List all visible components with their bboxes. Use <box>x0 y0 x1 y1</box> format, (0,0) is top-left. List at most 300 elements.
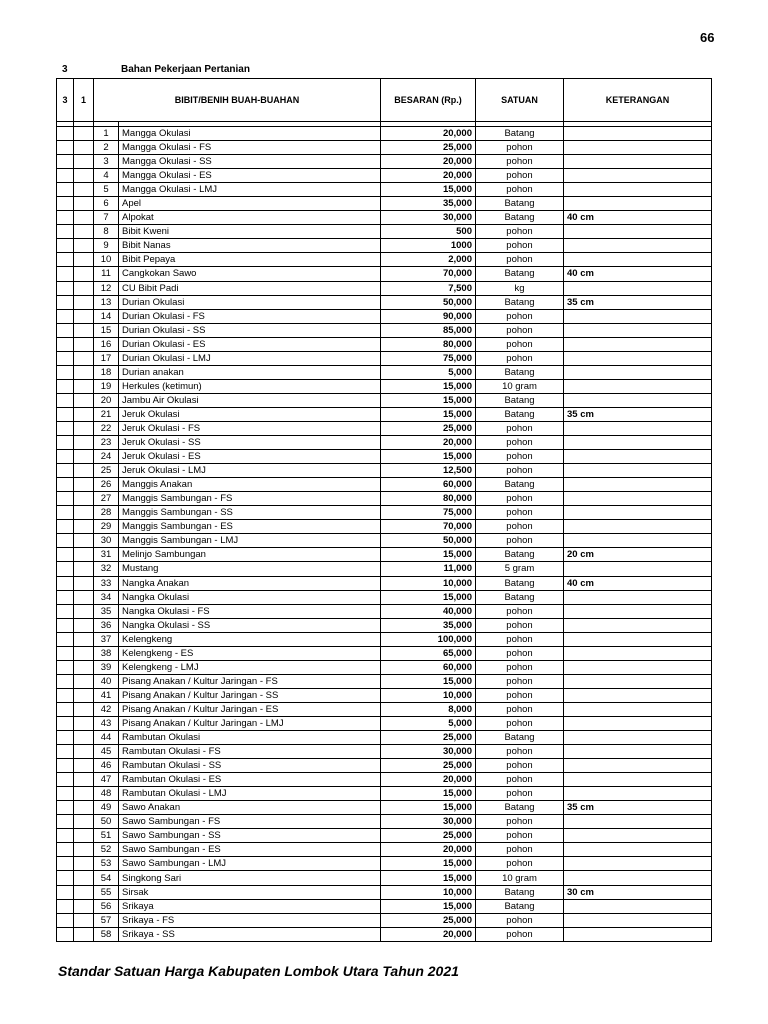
cell-blank-1 <box>57 871 74 885</box>
cell-blank-2 <box>74 379 94 393</box>
item-name: Sawo Sambungan - SS <box>119 829 381 843</box>
cell-blank-2 <box>74 337 94 351</box>
item-note <box>564 590 712 604</box>
cell-blank-2 <box>74 492 94 506</box>
item-unit: pohon <box>476 815 564 829</box>
item-unit: pohon <box>476 155 564 169</box>
table-row <box>57 323 712 337</box>
table-row <box>57 632 712 646</box>
row-number: 19 <box>94 379 119 393</box>
item-note: 30 cm <box>564 885 712 899</box>
row-number: 34 <box>94 590 119 604</box>
item-unit: Batang <box>476 365 564 379</box>
item-note <box>564 632 712 646</box>
item-name: Jeruk Okulasi - FS <box>119 421 381 435</box>
item-price: 25,000 <box>381 759 476 773</box>
item-note: 40 cm <box>564 576 712 590</box>
cell-blank-2 <box>74 295 94 309</box>
cell-blank-2 <box>74 829 94 843</box>
table-row <box>57 660 712 674</box>
cell-blank-2 <box>74 197 94 211</box>
cell-blank-2 <box>74 801 94 815</box>
item-unit: pohon <box>476 520 564 534</box>
item-price: 30,000 <box>381 815 476 829</box>
row-number: 33 <box>94 576 119 590</box>
row-number: 29 <box>94 520 119 534</box>
item-note <box>564 618 712 632</box>
item-name: CU Bibit Padi <box>119 281 381 295</box>
cell-blank-1 <box>57 239 74 253</box>
item-price: 25,000 <box>381 421 476 435</box>
cell-blank-2 <box>74 169 94 183</box>
table-row <box>57 674 712 688</box>
item-note <box>564 436 712 450</box>
row-number: 15 <box>94 323 119 337</box>
item-unit: pohon <box>476 337 564 351</box>
cell-blank-2 <box>74 871 94 885</box>
item-note <box>564 534 712 548</box>
cell-blank-2 <box>74 211 94 225</box>
item-price: 2,000 <box>381 253 476 267</box>
item-unit: pohon <box>476 759 564 773</box>
cell-blank-1 <box>57 534 74 548</box>
cell-blank-1 <box>57 618 74 632</box>
cell-blank-1 <box>57 183 74 197</box>
footer-title: Standar Satuan Harga Kabupaten Lombok Utara Tahun 2021 <box>58 963 459 979</box>
row-number: 37 <box>94 632 119 646</box>
item-name: Jambu Air Okulasi <box>119 393 381 407</box>
row-number: 44 <box>94 731 119 745</box>
row-number: 57 <box>94 913 119 927</box>
item-price: 75,000 <box>381 506 476 520</box>
item-price: 25,000 <box>381 141 476 155</box>
cell-blank-1 <box>57 281 74 295</box>
cell-blank-1 <box>57 716 74 730</box>
cell-blank-2 <box>74 927 94 941</box>
row-number: 50 <box>94 815 119 829</box>
item-note <box>564 323 712 337</box>
table-row <box>57 183 712 197</box>
cell-blank-1 <box>57 141 74 155</box>
item-price: 20,000 <box>381 436 476 450</box>
item-unit: pohon <box>476 464 564 478</box>
cell-blank-2 <box>74 464 94 478</box>
item-unit: Batang <box>476 267 564 281</box>
cell-blank-2 <box>74 646 94 660</box>
item-name: Bibit Kweni <box>119 225 381 239</box>
item-note <box>564 702 712 716</box>
item-unit: Batang <box>476 548 564 562</box>
item-name: Mangga Okulasi - LMJ <box>119 183 381 197</box>
cell-blank-1 <box>57 632 74 646</box>
table-row <box>57 576 712 590</box>
row-number: 54 <box>94 871 119 885</box>
item-note <box>564 281 712 295</box>
item-name: Srikaya - FS <box>119 913 381 927</box>
row-number: 38 <box>94 646 119 660</box>
item-name: Manggis Anakan <box>119 478 381 492</box>
item-price: 1000 <box>381 239 476 253</box>
item-price: 15,000 <box>381 183 476 197</box>
row-number: 20 <box>94 393 119 407</box>
item-name: Mangga Okulasi <box>119 127 381 141</box>
table-row <box>57 267 712 281</box>
table-row <box>57 253 712 267</box>
item-note: 20 cm <box>564 548 712 562</box>
cell-blank-1 <box>57 548 74 562</box>
table-row <box>57 365 712 379</box>
item-note <box>564 141 712 155</box>
item-price: 15,000 <box>381 407 476 421</box>
item-price: 15,000 <box>381 871 476 885</box>
item-unit: Batang <box>476 590 564 604</box>
cell-blank-2 <box>74 759 94 773</box>
item-note <box>564 464 712 478</box>
item-note <box>564 365 712 379</box>
item-note <box>564 421 712 435</box>
row-number: 39 <box>94 660 119 674</box>
item-unit: Batang <box>476 197 564 211</box>
item-price: 8,000 <box>381 702 476 716</box>
row-number: 11 <box>94 267 119 281</box>
item-unit: pohon <box>476 829 564 843</box>
item-note <box>564 815 712 829</box>
cell-blank-1 <box>57 604 74 618</box>
cell-blank-1 <box>57 365 74 379</box>
cell-blank-2 <box>74 183 94 197</box>
cell-blank-2 <box>74 225 94 239</box>
cell-blank-2 <box>74 716 94 730</box>
row-number: 43 <box>94 716 119 730</box>
cell-blank-1 <box>57 787 74 801</box>
cell-blank-1 <box>57 323 74 337</box>
cell-blank-2 <box>74 885 94 899</box>
cell-blank-1 <box>57 155 74 169</box>
cell-blank-2 <box>74 913 94 927</box>
cell-blank-2 <box>74 520 94 534</box>
item-unit: Batang <box>476 295 564 309</box>
item-note <box>564 716 712 730</box>
cell-blank-2 <box>74 590 94 604</box>
item-name: Pisang Anakan / Kultur Jaringan - LMJ <box>119 716 381 730</box>
cell-blank-1 <box>57 745 74 759</box>
item-unit: pohon <box>476 141 564 155</box>
cell-blank-1 <box>57 197 74 211</box>
item-note <box>564 562 712 576</box>
table-row <box>57 379 712 393</box>
item-note <box>564 155 712 169</box>
item-name: Kelengkeng - LMJ <box>119 660 381 674</box>
table-row <box>57 211 712 225</box>
item-name: Durian Okulasi - LMJ <box>119 351 381 365</box>
cell-blank-1 <box>57 421 74 435</box>
item-unit: pohon <box>476 632 564 646</box>
row-number: 25 <box>94 464 119 478</box>
item-note: 40 cm <box>564 267 712 281</box>
cell-blank-2 <box>74 857 94 871</box>
table-row <box>57 225 712 239</box>
item-price: 20,000 <box>381 127 476 141</box>
row-number: 46 <box>94 759 119 773</box>
cell-blank-2 <box>74 773 94 787</box>
item-note <box>564 337 712 351</box>
cell-blank-1 <box>57 759 74 773</box>
cell-blank-1 <box>57 407 74 421</box>
table-row <box>57 393 712 407</box>
item-note <box>564 506 712 520</box>
row-number: 16 <box>94 337 119 351</box>
item-note <box>564 379 712 393</box>
cell-blank-2 <box>74 323 94 337</box>
cell-blank-1 <box>57 450 74 464</box>
cell-blank-2 <box>74 506 94 520</box>
table-body <box>57 122 712 942</box>
item-note <box>564 857 712 871</box>
item-unit: Batang <box>476 801 564 815</box>
item-name: Nangka Okulasi - FS <box>119 604 381 618</box>
item-name: Manggis Sambungan - SS <box>119 506 381 520</box>
item-price: 60,000 <box>381 478 476 492</box>
row-number: 2 <box>94 141 119 155</box>
cell-blank-2 <box>74 309 94 323</box>
row-number: 17 <box>94 351 119 365</box>
item-note <box>564 674 712 688</box>
item-name: Bibit Pepaya <box>119 253 381 267</box>
item-unit: pohon <box>476 927 564 941</box>
item-note <box>564 843 712 857</box>
item-name: Durian Okulasi - ES <box>119 337 381 351</box>
cell-blank-1 <box>57 674 74 688</box>
row-number: 40 <box>94 674 119 688</box>
item-name: Rambutan Okulasi <box>119 731 381 745</box>
table-row <box>57 450 712 464</box>
item-price: 500 <box>381 225 476 239</box>
item-price: 50,000 <box>381 534 476 548</box>
item-price: 25,000 <box>381 731 476 745</box>
item-name: Srikaya - SS <box>119 927 381 941</box>
item-name: Herkules (ketimun) <box>119 379 381 393</box>
item-unit: Batang <box>476 393 564 407</box>
item-note <box>564 478 712 492</box>
row-number: 10 <box>94 253 119 267</box>
item-price: 60,000 <box>381 660 476 674</box>
item-price: 15,000 <box>381 674 476 688</box>
cell-blank-1 <box>57 351 74 365</box>
item-name: Melinjo Sambungan <box>119 548 381 562</box>
table-row <box>57 646 712 660</box>
item-note <box>564 239 712 253</box>
cell-blank-2 <box>74 815 94 829</box>
item-price: 30,000 <box>381 745 476 759</box>
item-note <box>564 492 712 506</box>
row-number: 18 <box>94 365 119 379</box>
table-row <box>57 127 712 141</box>
cell-blank-1 <box>57 590 74 604</box>
header-price: BESARAN (Rp.) <box>381 79 476 122</box>
item-note <box>564 127 712 141</box>
item-name: Jeruk Okulasi - ES <box>119 450 381 464</box>
cell-blank-1 <box>57 899 74 913</box>
item-unit: pohon <box>476 183 564 197</box>
cell-blank-1 <box>57 225 74 239</box>
item-unit: 10 gram <box>476 379 564 393</box>
table-row <box>57 604 712 618</box>
item-unit: pohon <box>476 646 564 660</box>
row-number: 51 <box>94 829 119 843</box>
item-unit: 10 gram <box>476 871 564 885</box>
item-price: 20,000 <box>381 927 476 941</box>
item-price: 70,000 <box>381 267 476 281</box>
table-row <box>57 618 712 632</box>
item-note <box>564 351 712 365</box>
cell-blank-2 <box>74 576 94 590</box>
item-note <box>564 197 712 211</box>
item-price: 20,000 <box>381 169 476 183</box>
item-unit: pohon <box>476 843 564 857</box>
cell-blank-2 <box>74 534 94 548</box>
item-unit: pohon <box>476 773 564 787</box>
row-number: 49 <box>94 801 119 815</box>
item-unit: pohon <box>476 492 564 506</box>
item-unit: pohon <box>476 253 564 267</box>
item-name: Manggis Sambungan - ES <box>119 520 381 534</box>
table-row <box>57 492 712 506</box>
item-price: 50,000 <box>381 295 476 309</box>
item-unit: pohon <box>476 506 564 520</box>
cell-blank-1 <box>57 731 74 745</box>
item-price: 15,000 <box>381 787 476 801</box>
item-note <box>564 646 712 660</box>
item-name: Jeruk Okulasi - SS <box>119 436 381 450</box>
item-price: 70,000 <box>381 520 476 534</box>
cell-blank-2 <box>74 899 94 913</box>
item-price: 10,000 <box>381 688 476 702</box>
item-unit: pohon <box>476 169 564 183</box>
item-unit: Batang <box>476 211 564 225</box>
row-number: 12 <box>94 281 119 295</box>
item-unit: pohon <box>476 913 564 927</box>
item-note <box>564 829 712 843</box>
item-price: 15,000 <box>381 899 476 913</box>
item-note <box>564 688 712 702</box>
item-name: Jeruk Okulasi <box>119 407 381 421</box>
cell-blank-1 <box>57 646 74 660</box>
table-row <box>57 562 712 576</box>
row-number: 30 <box>94 534 119 548</box>
item-unit: pohon <box>476 660 564 674</box>
item-price: 15,000 <box>381 379 476 393</box>
row-number: 36 <box>94 618 119 632</box>
item-note <box>564 225 712 239</box>
cell-blank-2 <box>74 436 94 450</box>
table-row <box>57 702 712 716</box>
item-price: 40,000 <box>381 604 476 618</box>
item-name: Mangga Okulasi - SS <box>119 155 381 169</box>
cell-blank-2 <box>74 407 94 421</box>
item-name: Singkong Sari <box>119 871 381 885</box>
row-number: 47 <box>94 773 119 787</box>
item-note <box>564 871 712 885</box>
item-note <box>564 899 712 913</box>
item-price: 15,000 <box>381 450 476 464</box>
item-name: Rambutan Okulasi - LMJ <box>119 787 381 801</box>
row-number: 5 <box>94 183 119 197</box>
item-name: Pisang Anakan / Kultur Jaringan - SS <box>119 688 381 702</box>
item-unit: pohon <box>476 436 564 450</box>
item-price: 20,000 <box>381 843 476 857</box>
item-price: 35,000 <box>381 197 476 211</box>
item-name: Rambutan Okulasi - ES <box>119 773 381 787</box>
cell-blank-1 <box>57 267 74 281</box>
cell-blank-1 <box>57 127 74 141</box>
row-number: 1 <box>94 127 119 141</box>
cell-blank-2 <box>74 127 94 141</box>
row-number: 41 <box>94 688 119 702</box>
table-row <box>57 436 712 450</box>
cell-blank-2 <box>74 548 94 562</box>
item-unit: pohon <box>476 716 564 730</box>
row-number: 31 <box>94 548 119 562</box>
section-title: Bahan Pekerjaan Pertanian <box>121 64 250 75</box>
row-number: 42 <box>94 702 119 716</box>
cell-blank-2 <box>74 450 94 464</box>
table-row <box>57 871 712 885</box>
cell-blank-2 <box>74 141 94 155</box>
cell-blank-2 <box>74 478 94 492</box>
item-price: 10,000 <box>381 576 476 590</box>
cell-blank-1 <box>57 857 74 871</box>
item-name: Kelengkeng - ES <box>119 646 381 660</box>
item-price: 7,500 <box>381 281 476 295</box>
cell-blank-1 <box>57 492 74 506</box>
table-row <box>57 731 712 745</box>
item-note <box>564 520 712 534</box>
table-row <box>57 141 712 155</box>
item-note <box>564 450 712 464</box>
item-name: Sawo Sambungan - FS <box>119 815 381 829</box>
table-row <box>57 351 712 365</box>
cell-blank-2 <box>74 688 94 702</box>
item-unit: pohon <box>476 702 564 716</box>
table-row <box>57 337 712 351</box>
item-unit: pohon <box>476 323 564 337</box>
table-row <box>57 464 712 478</box>
row-number: 55 <box>94 885 119 899</box>
cell-blank-1 <box>57 562 74 576</box>
table-row <box>57 506 712 520</box>
item-unit: pohon <box>476 604 564 618</box>
page-number: 66 <box>700 30 715 45</box>
item-note <box>564 773 712 787</box>
item-name: Nangka Okulasi <box>119 590 381 604</box>
table-row <box>57 759 712 773</box>
item-note: 35 cm <box>564 407 712 421</box>
item-unit: 5 gram <box>476 562 564 576</box>
cell-blank-2 <box>74 281 94 295</box>
cell-blank-2 <box>74 618 94 632</box>
cell-blank-1 <box>57 773 74 787</box>
cell-blank-2 <box>74 421 94 435</box>
item-name: Cangkokan Sawo <box>119 267 381 281</box>
item-unit: pohon <box>476 618 564 632</box>
item-unit: Batang <box>476 731 564 745</box>
cell-blank-2 <box>74 660 94 674</box>
item-price: 20,000 <box>381 773 476 787</box>
item-price: 30,000 <box>381 211 476 225</box>
table-row <box>57 801 712 815</box>
table-row <box>57 745 712 759</box>
header-note: KETERANGAN <box>564 79 712 122</box>
